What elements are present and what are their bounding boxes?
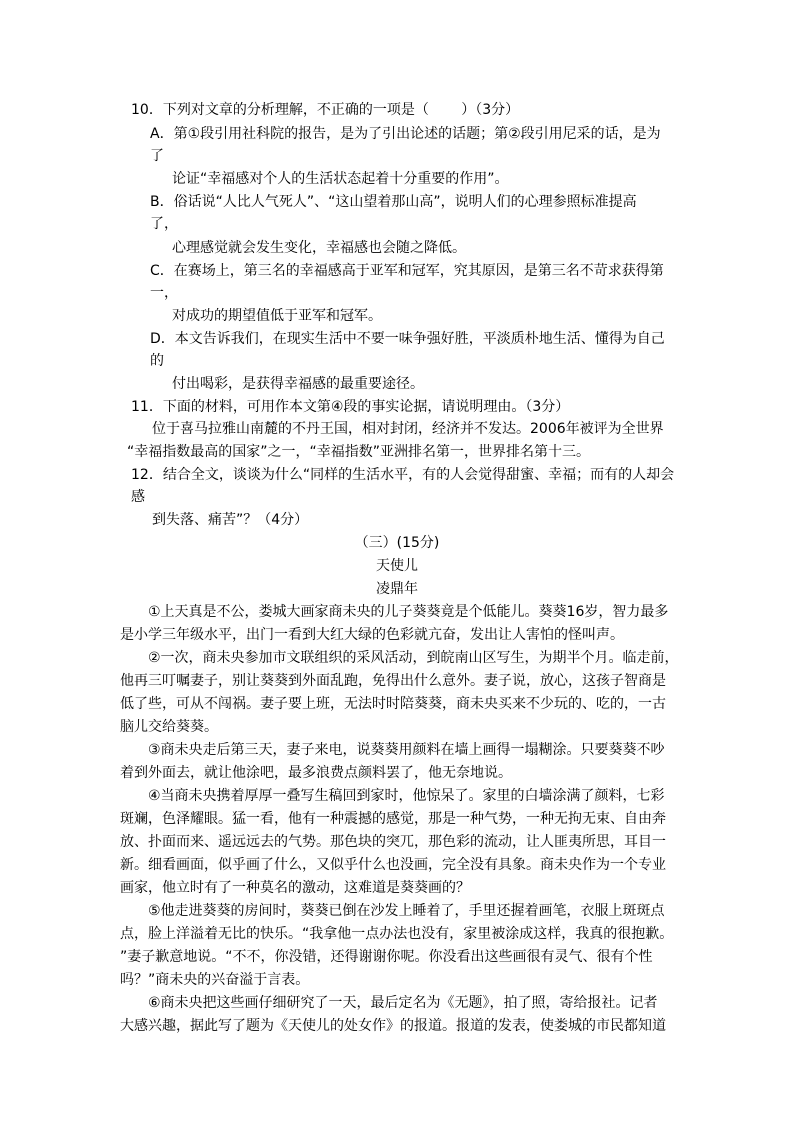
q12-stem-line2: 感 [131, 489, 145, 505]
q10-option-d-line3: 付出喝彩，是获得幸福感的最重要途径。 [172, 376, 424, 392]
story-line: 新。细看画面，似乎画了什么，又似乎什么也没画，完全没有具象。商未央作为一个专业 [120, 857, 666, 873]
q10-option-d-line2: 的 [150, 353, 164, 369]
q10-option-a-line3: 论证“幸福感对个人的生活状态起着十分重要的作用”。 [172, 171, 509, 187]
q10-option-a-line1: A．第①段引用社科院的报告，是为了引出论述的话题；第②段引用尼采的话，是为 [150, 126, 661, 142]
q12-stem-line1: 12．结合全文，谈谈为什么“同样的生活水平，有的人会觉得甜蜜、幸福；而有的人却会 [131, 467, 675, 483]
story-line: ②一次，商未央参加市文联组织的采风活动，到皖南山区写生，为期半个月。临走前， [148, 650, 679, 666]
story-line: 放、扑面而来、遥远远去的气势。那色块的突兀，那色彩的流动，让人匪夷所思，耳目一 [120, 834, 666, 850]
q11-stem: 11．下面的材料，可用作本文第④段的事实论据，请说明理由。（3分） [131, 399, 570, 415]
q12-stem-line3: 到失落、痛苦”？（4分） [152, 512, 309, 528]
story-line: ”妻子歉意地说。“不不，你没错，还得谢谢你呢。你没看出这些画很有灵气、很有个性 [120, 949, 653, 965]
story-title: 天使儿 [376, 558, 418, 574]
q10-option-b-line3: 心理感觉就会发生变化，幸福感也会随之降低。 [172, 240, 466, 256]
story-line: ⑥商未央把这些画仔细研究了一天，最后定名为《无题》，拍了照，寄给报社。记者 [148, 995, 658, 1011]
q10-option-c-line3: 对成功的期望值低于亚军和冠军。 [172, 308, 382, 324]
q11-material-line2: “幸福指数最高的国家”之一，“幸福指数”亚洲排名第一，世界排名第十三。 [127, 444, 591, 460]
story-line: ③商未央走后第三天，妻子来电，说葵葵用颜料在墙上画得一塌糊涂。只要葵葵不吵 [148, 742, 665, 758]
story-line: ④当商未央携着厚厚一叠写生稿回到家时，他惊呆了。家里的白墙涂满了颜料，七彩 [148, 788, 665, 804]
q11-material-line1: 位于喜马拉雅山南麓的不丹王国，相对封闭，经济并不发达。2006年被评为全世界 [152, 421, 664, 437]
q10-option-c-line1: C．在赛场上，第三名的幸福感高于亚军和冠军，究其原因，是第三名不苛求获得第 [150, 263, 664, 279]
story-line: 低了些，可从不闯祸。妻子要上班，无法时时陪葵葵，商未央买来不少玩的、吃的，一古 [120, 696, 666, 712]
story-line: 他再三叮嘱妻子，别让葵葵到外面乱跑，免得出什么意外。妻子说，放心，这孩子智商是 [120, 673, 666, 689]
story-line: 脑儿交给葵葵。 [120, 719, 218, 735]
story-line: 点，脸上洋溢着无比的快乐。“我拿他一点办法也没有，家里被涂成这样，我真的很抱歉。 [120, 926, 674, 942]
story-line: ⑤他走进葵葵的房间时，葵葵已倒在沙发上睡着了，手里还握着画笔，衣服上斑斑点 [148, 903, 665, 919]
q10-option-c-line2: 一， [150, 285, 178, 301]
story-line: ①上天真是不公，娄城大画家商未央的儿子葵葵竟是个低能儿。葵葵16岁，智力最多 [148, 604, 669, 620]
story-line: 画家，他立时有了一种莫名的激动，这难道是葵葵画的？ [120, 880, 470, 896]
story-line: 斑斓，色泽耀眼。猛一看，他有一种震撼的感觉，那是一种气势，一种无拘无束、自由奔 [120, 811, 666, 827]
story-author: 凌鼎年 [376, 581, 418, 597]
section-header: （三）(15分) [354, 535, 440, 551]
story-line: 是小学三年级水平，出门一看到大红大绿的色彩就亢奋，发出让人害怕的怪叫声。 [120, 627, 624, 643]
q10-option-b-line1: B．俗话说“人比人气死人”、“这山望着那山高”，说明人们的心理参照标准提高 [150, 194, 637, 210]
q10-option-a-line2: 了 [150, 148, 164, 164]
q10-option-b-line2: 了， [150, 216, 178, 232]
story-line: 吗？”商未央的兴奋溢于言表。 [120, 972, 310, 988]
story-line: 大感兴趣，据此写了题为《天使儿的处女作》的报道。报道的发表，使娄城的市民都知道 [120, 1018, 666, 1034]
story-line: 着到外面去，就让他涂吧，最多浪费点颜料罢了，他无奈地说。 [120, 765, 512, 781]
q10-option-d-line1: D．本文告诉我们，在现实生活中不要一味争强好胜，平淡质朴地生活、懂得为自己 [150, 331, 665, 347]
q10-stem: 10．下列对文章的分析理解，不正确的一项是（ ）（3分） [131, 102, 520, 118]
